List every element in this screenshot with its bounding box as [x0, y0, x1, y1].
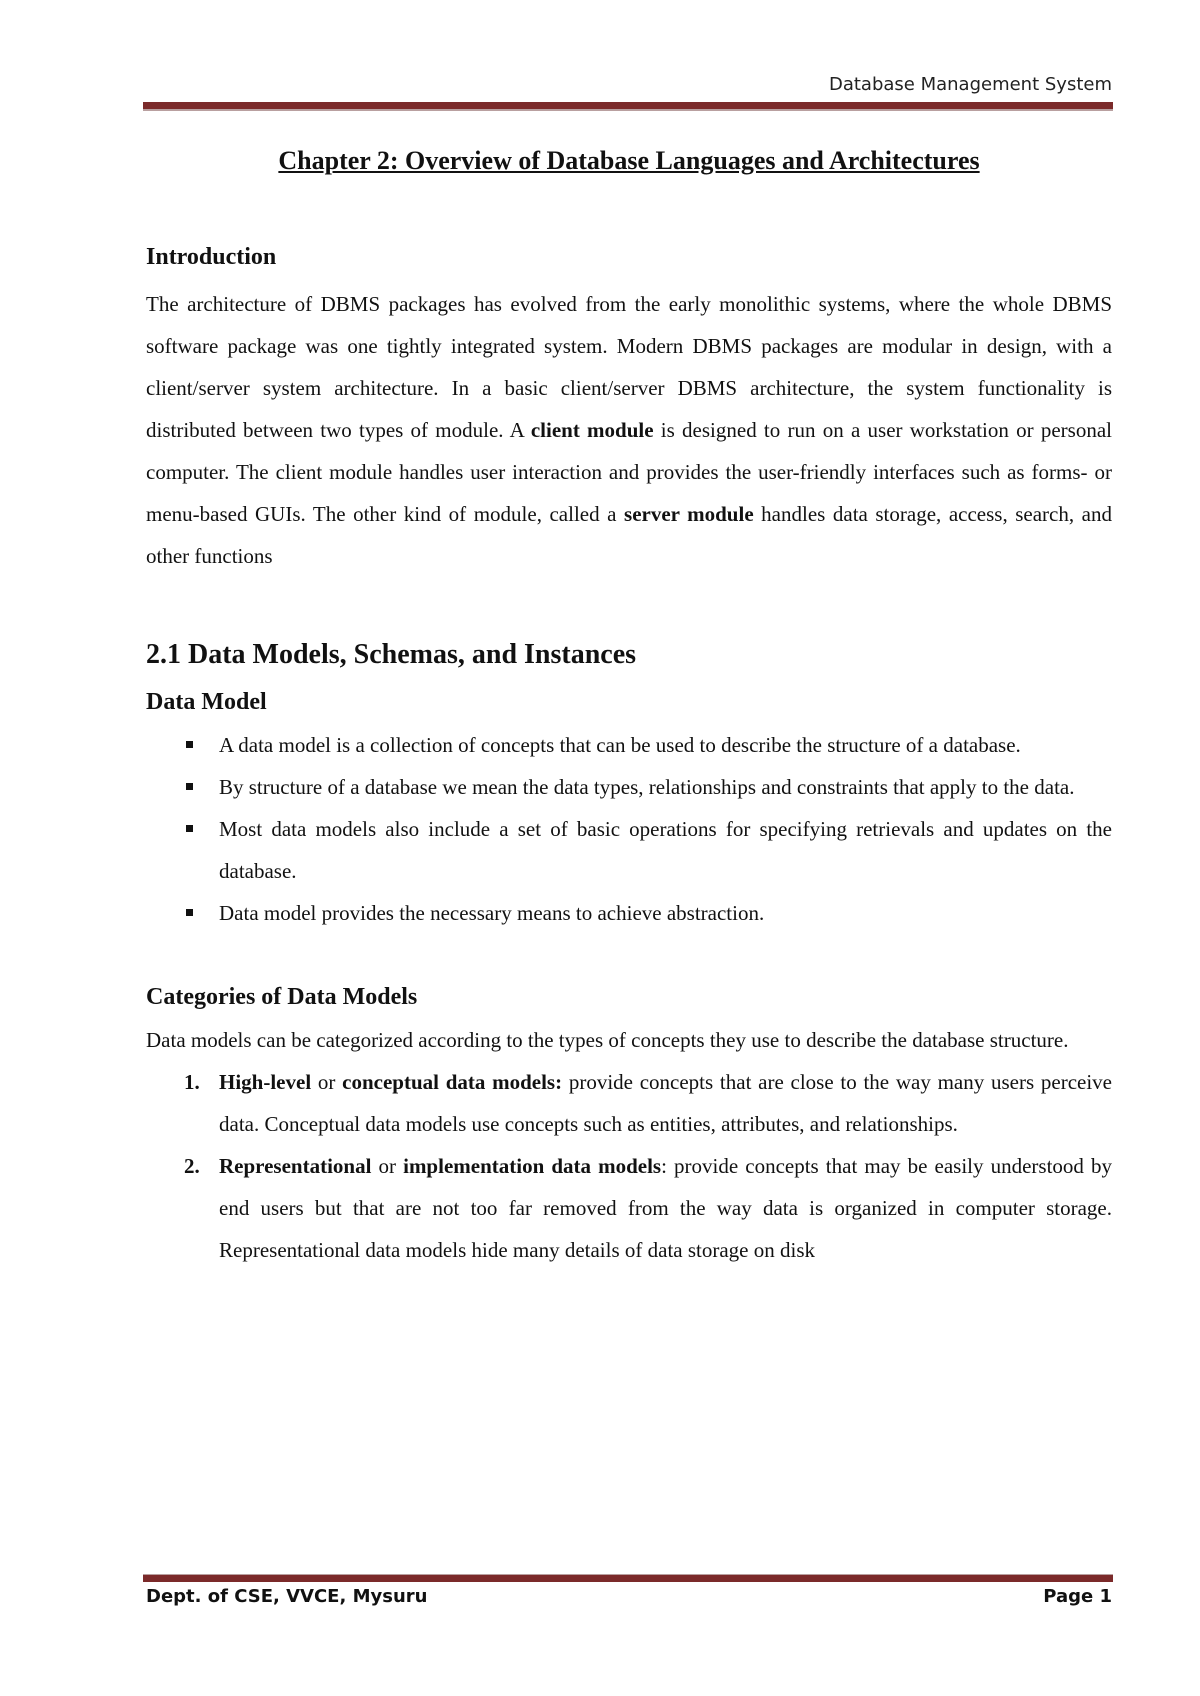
introduction-heading: Introduction	[146, 244, 277, 270]
client-module-term: client module	[530, 418, 654, 442]
list-item	[146, 1061, 1112, 1145]
bullet-text: A data model is a collection of concepts that can be used to describe the structure of a database.	[219, 733, 1021, 757]
list-item	[146, 724, 1112, 766]
bullet-text: By structure of a database we mean the data types, relationships and constraints that apply to the data.	[219, 775, 1075, 799]
list-number: 2.	[184, 1154, 200, 1178]
list-item	[146, 892, 1112, 934]
categories-heading: Categories of Data Models	[146, 984, 418, 1010]
footer-department: Dept. of CSE, VVCE, Mysuru	[146, 1586, 428, 1607]
list-number: 1.	[184, 1070, 200, 1094]
page-content	[146, 146, 1112, 1271]
footer-page-number: Page 1	[1043, 1586, 1112, 1607]
categories-numbered-list	[146, 1061, 1112, 1271]
square-bullet-icon	[186, 909, 193, 916]
term-bold: implementation data models	[403, 1154, 662, 1178]
server-module-term: server module	[624, 502, 754, 526]
term-joiner: or	[371, 1154, 404, 1178]
list-item	[146, 766, 1112, 808]
bullet-text: Data model provides the necessary means to achieve abstraction.	[219, 901, 765, 925]
item-text: : provide concepts that may be easily understood by end users but that are not too far removed from the way data is organized in computer storage. Representational data models hide many details of data storage on disk	[219, 1154, 1112, 1262]
intro-text-2: is designed to run on a user workstation or personal computer. The client module handles user interaction and provides the user-friendly interfaces such as forms- or menu-based GUIs. The other kind of module, called a	[146, 418, 1112, 526]
introduction-paragraph	[146, 283, 1112, 577]
item-text: provide concepts that are close to the way many users perceive data. Conceptual data models use concepts such as entities, attributes, and relationships.	[219, 1070, 1112, 1136]
square-bullet-icon	[186, 741, 193, 748]
list-item	[146, 808, 1112, 892]
bullet-text: Most data models also include a set of basic operations for specifying retrievals and updates on the database.	[219, 817, 1112, 883]
term-bold: conceptual data models:	[342, 1070, 563, 1094]
intro-text-1: The architecture of DBMS packages has evolved from the early monolithic systems, where the whole DBMS software package was one tightly integrated system. Modern DBMS packages are modular in design, with a client/server system architecture. In a basic client/server DBMS architecture, the system functionality is distributed between two types of module. A	[146, 292, 1112, 442]
term-bold: High-level	[219, 1070, 312, 1094]
section-2-1-heading: 2.1 Data Models, Schemas, and Instances	[146, 639, 637, 670]
running-header: Database Management System	[828, 74, 1112, 95]
categories-intro: Data models can be categorized according to the types of concepts they use to describe the database structure.	[146, 1028, 1069, 1052]
intro-text-3: handles data storage, access, search, and other functions	[146, 502, 1112, 568]
square-bullet-icon	[186, 825, 193, 832]
footer-rule	[143, 1574, 1113, 1582]
data-model-bullet-list	[146, 724, 1112, 934]
header-rule	[143, 102, 1113, 111]
chapter-title: Chapter 2: Overview of Database Languages and Architectures	[278, 146, 980, 175]
square-bullet-icon	[186, 783, 193, 790]
term-bold: Representational	[219, 1154, 372, 1178]
data-model-heading: Data Model	[146, 689, 267, 715]
list-item	[146, 1145, 1112, 1271]
term-joiner: or	[311, 1070, 343, 1094]
